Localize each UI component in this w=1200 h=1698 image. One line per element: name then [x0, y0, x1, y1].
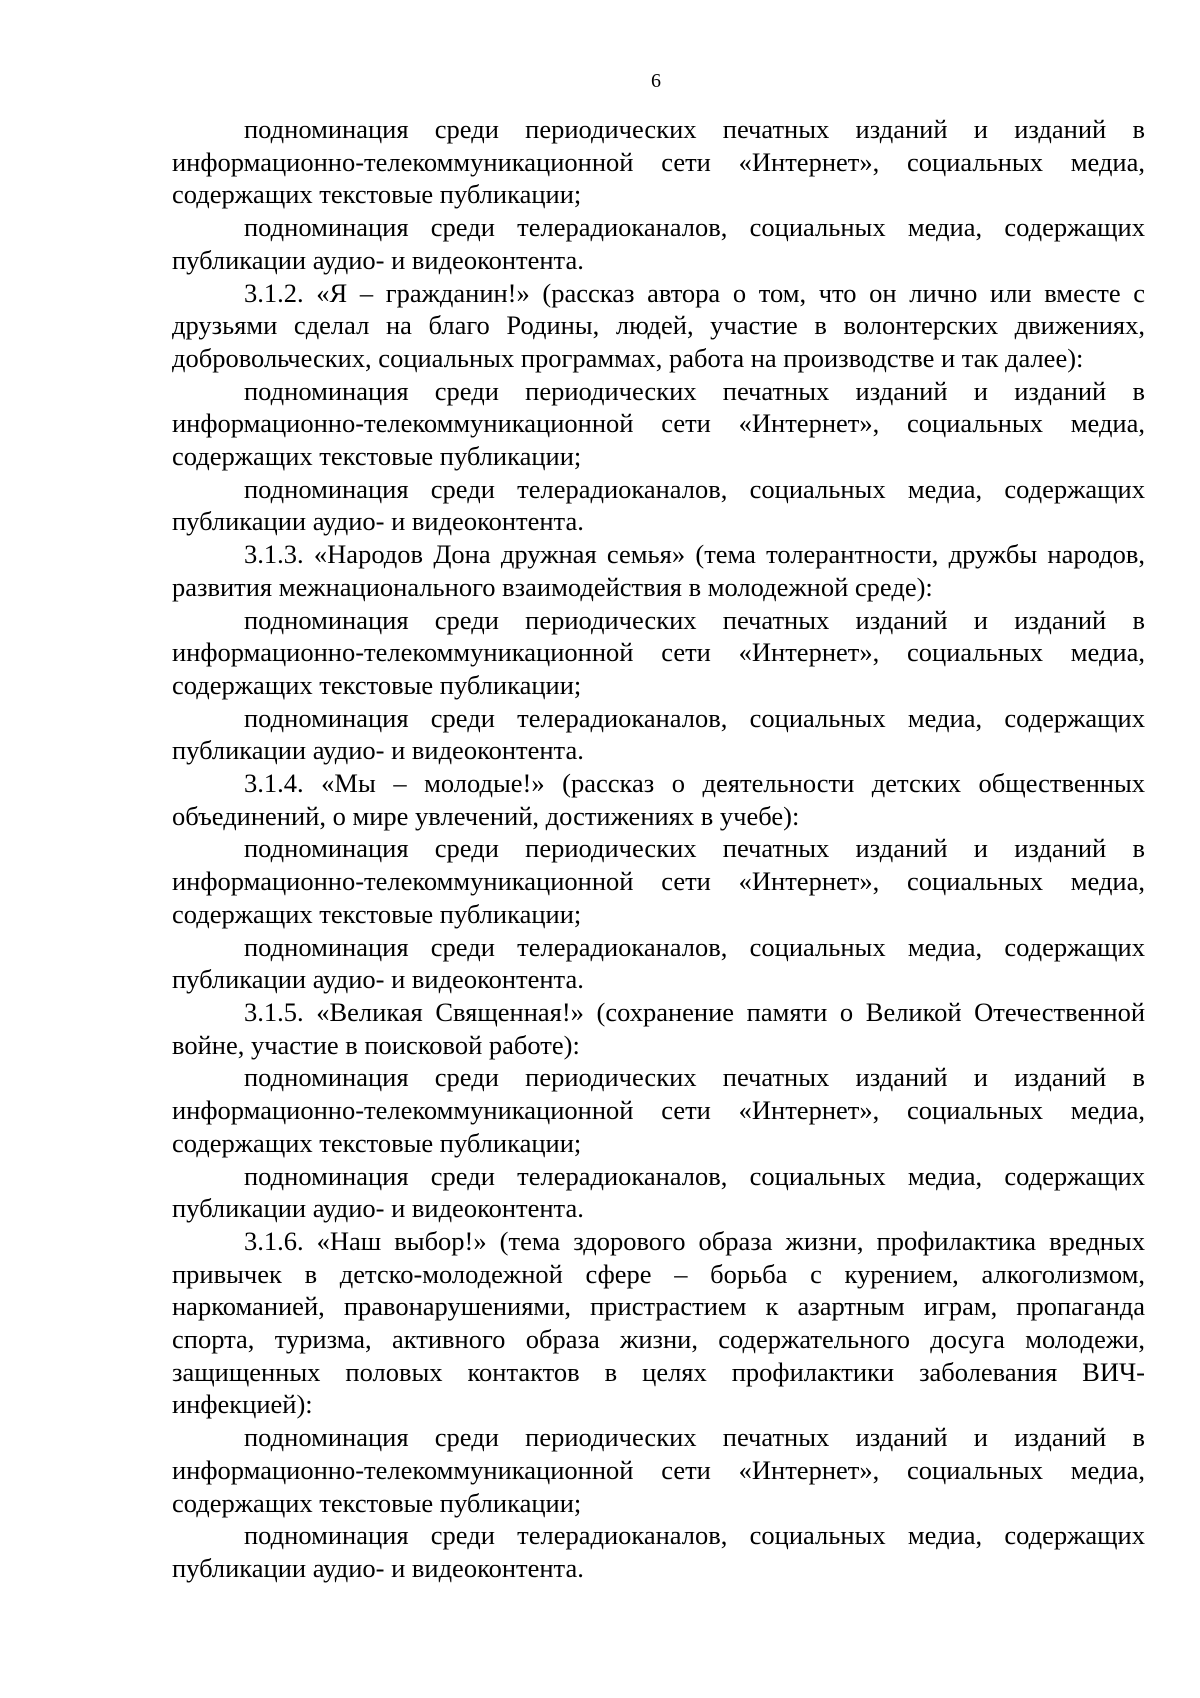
- document-body: [172, 113, 1145, 1585]
- paragraph-nomination-3-1-4: 3.1.4. «Мы – молодые!» (рассказ о деятельности детских общественных объединений, о мире увлечений, достижениях в учебе):: [172, 768, 1145, 831]
- paragraph-subnomination-print: подноминация среди периодических печатных изданий и изданий в информационно-телекоммуникационной сети «Интернет», социальных медиа, содержащих текстовые публикации;: [172, 1062, 1145, 1158]
- paragraph-subnomination-broadcast: подноминация среди телерадиоканалов, социальных медиа, содержащих публикации аудио- и видеоконтента.: [172, 473, 1145, 537]
- paragraph-nomination-3-1-3: 3.1.3. «Народов Дона дружная семья» (тема толерантности, дружбы народов, развития межнационального взаимодействия в молодежной среде):: [172, 539, 1145, 602]
- paragraph-subnomination-print: подноминация среди периодических печатных изданий и изданий в информационно-телекоммуникационной сети «Интернет», социальных медиа, содержащих текстовые публикации;: [172, 114, 1145, 210]
- paragraph-subnomination-broadcast: подноминация среди телерадиоканалов, социальных медиа, содержащих публикации аудио- и видеоконтента.: [172, 702, 1145, 766]
- paragraph-subnomination-broadcast: подноминация среди телерадиоканалов, социальных медиа, содержащих публикации аудио- и видеоконтента.: [172, 1160, 1145, 1224]
- paragraph-subnomination-broadcast: подноминация среди телерадиоканалов, социальных медиа, содержащих публикации аудио- и видеоконтента.: [172, 212, 1145, 275]
- paragraph-nomination-3-1-5: 3.1.5. «Великая Священная!» (сохранение памяти о Великой Отечественной войне, участие в поисковой работе):: [172, 996, 1145, 1060]
- paragraph-subnomination-print: подноминация среди периодических печатных изданий и изданий в информационно-телекоммуникационной сети «Интернет», социальных медиа, содержащих текстовые публикации;: [172, 1422, 1145, 1518]
- paragraph-subnomination-print: подноминация среди периодических печатных изданий и изданий в информационно-телекоммуникационной сети «Интернет», социальных медиа, содержащих текстовые публикации;: [172, 375, 1145, 472]
- paragraph-subnomination-broadcast: подноминация среди телерадиоканалов, социальных медиа, содержащих публикации аудио- и видеоконтента.: [172, 931, 1145, 995]
- paragraph-subnomination-broadcast: подноминация среди телерадиоканалов, социальных медиа, содержащих публикации аудио- и видеоконтента.: [172, 1520, 1145, 1583]
- paragraph-subnomination-print: подноминация среди периодических печатных изданий и изданий в информационно-телекоммуникационной сети «Интернет», социальных медиа, содержащих текстовые публикации;: [172, 604, 1145, 700]
- paragraph-subnomination-print: подноминация среди периодических печатных изданий и изданий в информационно-телекоммуникационной сети «Интернет», социальных медиа, содержащих текстовые публикации;: [172, 833, 1145, 929]
- paragraph-nomination-3-1-2: 3.1.2. «Я – гражданин!» (рассказ автора о том, что он лично или вместе с друзьями сделал на благо Родины, людей, участие в волонтерских движениях, добровольческих, социальных программах, работа на производстве и так далее):: [172, 277, 1145, 373]
- paragraph-nomination-3-1-6: 3.1.6. «Наш выбор!» (тема здорового образа жизни, профилактика вредных привычек в детско-молодежной сфере – борьба с курением, алкоголизмом, наркоманией, правонарушениями, пристрастием к азартным играм, пропаганда спорта, туризма, активного образа жизни, содержательного досуга молодежи, защищенных половых контактов в целях профилактики заболевания ВИЧ-инфекцией):: [172, 1225, 1145, 1420]
- page-number: 6: [651, 70, 661, 92]
